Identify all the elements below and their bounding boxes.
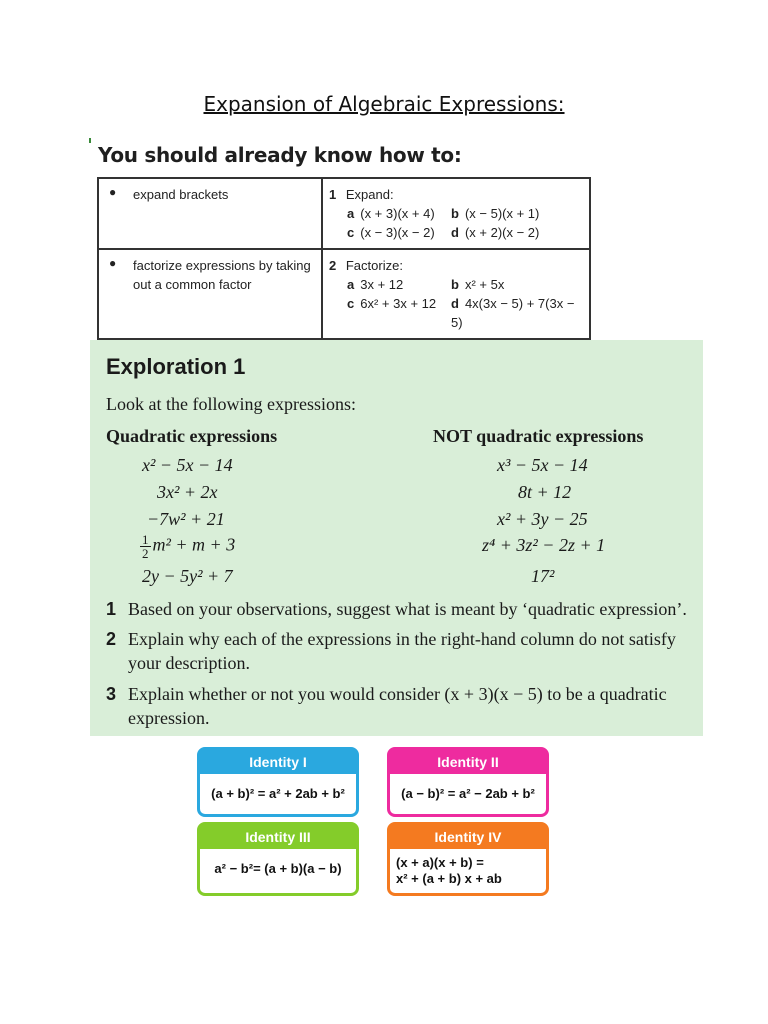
exploration-panel xyxy=(90,340,703,736)
exploration-question: 2 Explain why each of the expressions in the right-hand column do not satisfy your description. xyxy=(106,629,676,673)
page-title: Expansion of Algebraic Expressions: xyxy=(203,92,565,116)
quadratic-expression: 3x² + 2x xyxy=(157,482,218,502)
question-part: b (x − 5)(x + 1) xyxy=(451,206,540,221)
identity-card xyxy=(197,747,359,817)
question-part: c 6x² + 3x + 12 xyxy=(347,296,437,311)
question-part: b x² + 5x xyxy=(451,277,505,292)
exploration-question: 3 Explain whether or not you would consider (x + 3)(x − 5) to be a quadratic expression. xyxy=(106,684,667,728)
identity-formula: (a + b)² = a² + 2ab + b² xyxy=(211,786,345,801)
identity-title: Identity IV xyxy=(390,825,546,849)
fraction: $\frac{1}{2}$ xyxy=(142,532,149,561)
quadratic-expression: 2y − 5y² + 7 xyxy=(142,566,233,586)
skill-cell xyxy=(98,249,322,339)
identity-card xyxy=(387,747,549,817)
not-quadratic-expression: z⁴ + 3z² − 2z + 1 xyxy=(482,535,606,555)
not-quadratic-column-heading: NOT quadratic expressions xyxy=(433,426,644,446)
quadratic-expression: x² − 5x − 14 xyxy=(142,455,233,475)
question-cell xyxy=(322,178,590,249)
quadratic-expression: −7w² + 21 xyxy=(147,509,225,529)
not-quadratic-expression: x³ − 5x − 14 xyxy=(497,455,588,475)
bullet-dot-icon: ● xyxy=(109,185,117,199)
exploration-intro: Look at the following expressions: xyxy=(106,394,356,414)
skill-text: expand brackets xyxy=(133,187,229,202)
table-row xyxy=(98,249,590,339)
identity-card xyxy=(197,822,359,896)
not-quadratic-expression: 8t + 12 xyxy=(518,482,572,502)
question-number: 1 xyxy=(329,187,337,202)
quadratic-expression-with-fraction: $\frac{1}{2}$ m² + m + 3 xyxy=(142,532,236,561)
identity-formula: (x + a)(x + b) = x² + (a + b) x + ab xyxy=(396,855,502,886)
identity-card xyxy=(387,822,549,896)
identity-title: Identity II xyxy=(390,750,546,774)
question-number: 2 xyxy=(329,258,337,273)
question-cell xyxy=(322,249,590,339)
green-tick-mark xyxy=(89,138,94,143)
not-quadratic-expression: x² + 3y − 25 xyxy=(497,509,588,529)
quadratic-column-heading: Quadratic expressions xyxy=(106,426,278,446)
bullet-dot-icon: ● xyxy=(109,256,117,270)
identity-title: Identity III xyxy=(200,825,356,849)
identity-formula: (a − b)² = a² − 2ab + b² xyxy=(401,786,535,801)
question-part: d (x + 2)(x − 2) xyxy=(451,225,540,240)
skill-text: factorize expressions by taking out a common factor xyxy=(133,258,311,292)
prerequisites-table xyxy=(97,177,591,340)
table-row xyxy=(98,178,590,249)
identity-formula: a² − b²= (a + b)(a − b) xyxy=(214,861,342,876)
skill-cell xyxy=(98,178,322,249)
question-text: Expand: xyxy=(345,187,394,202)
identity-title: Identity I xyxy=(200,750,356,774)
exploration-question: 1 Based on your observations, suggest what is meant by ‘quadratic expression’. xyxy=(106,599,687,619)
exploration-heading: Exploration 1 xyxy=(106,354,246,379)
question-part: c (x − 3)(x − 2) xyxy=(347,225,435,240)
question-part: a 3x + 12 xyxy=(347,277,404,292)
not-quadratic-expression: 17² xyxy=(531,566,555,586)
question-text: Factorize: xyxy=(345,258,403,273)
prerequisites-heading: You should already know how to: xyxy=(98,143,462,167)
question-part: d 4x(3x − 5) + 7(3x − 5) xyxy=(451,296,575,330)
question-part: a (x + 3)(x + 4) xyxy=(347,206,435,221)
